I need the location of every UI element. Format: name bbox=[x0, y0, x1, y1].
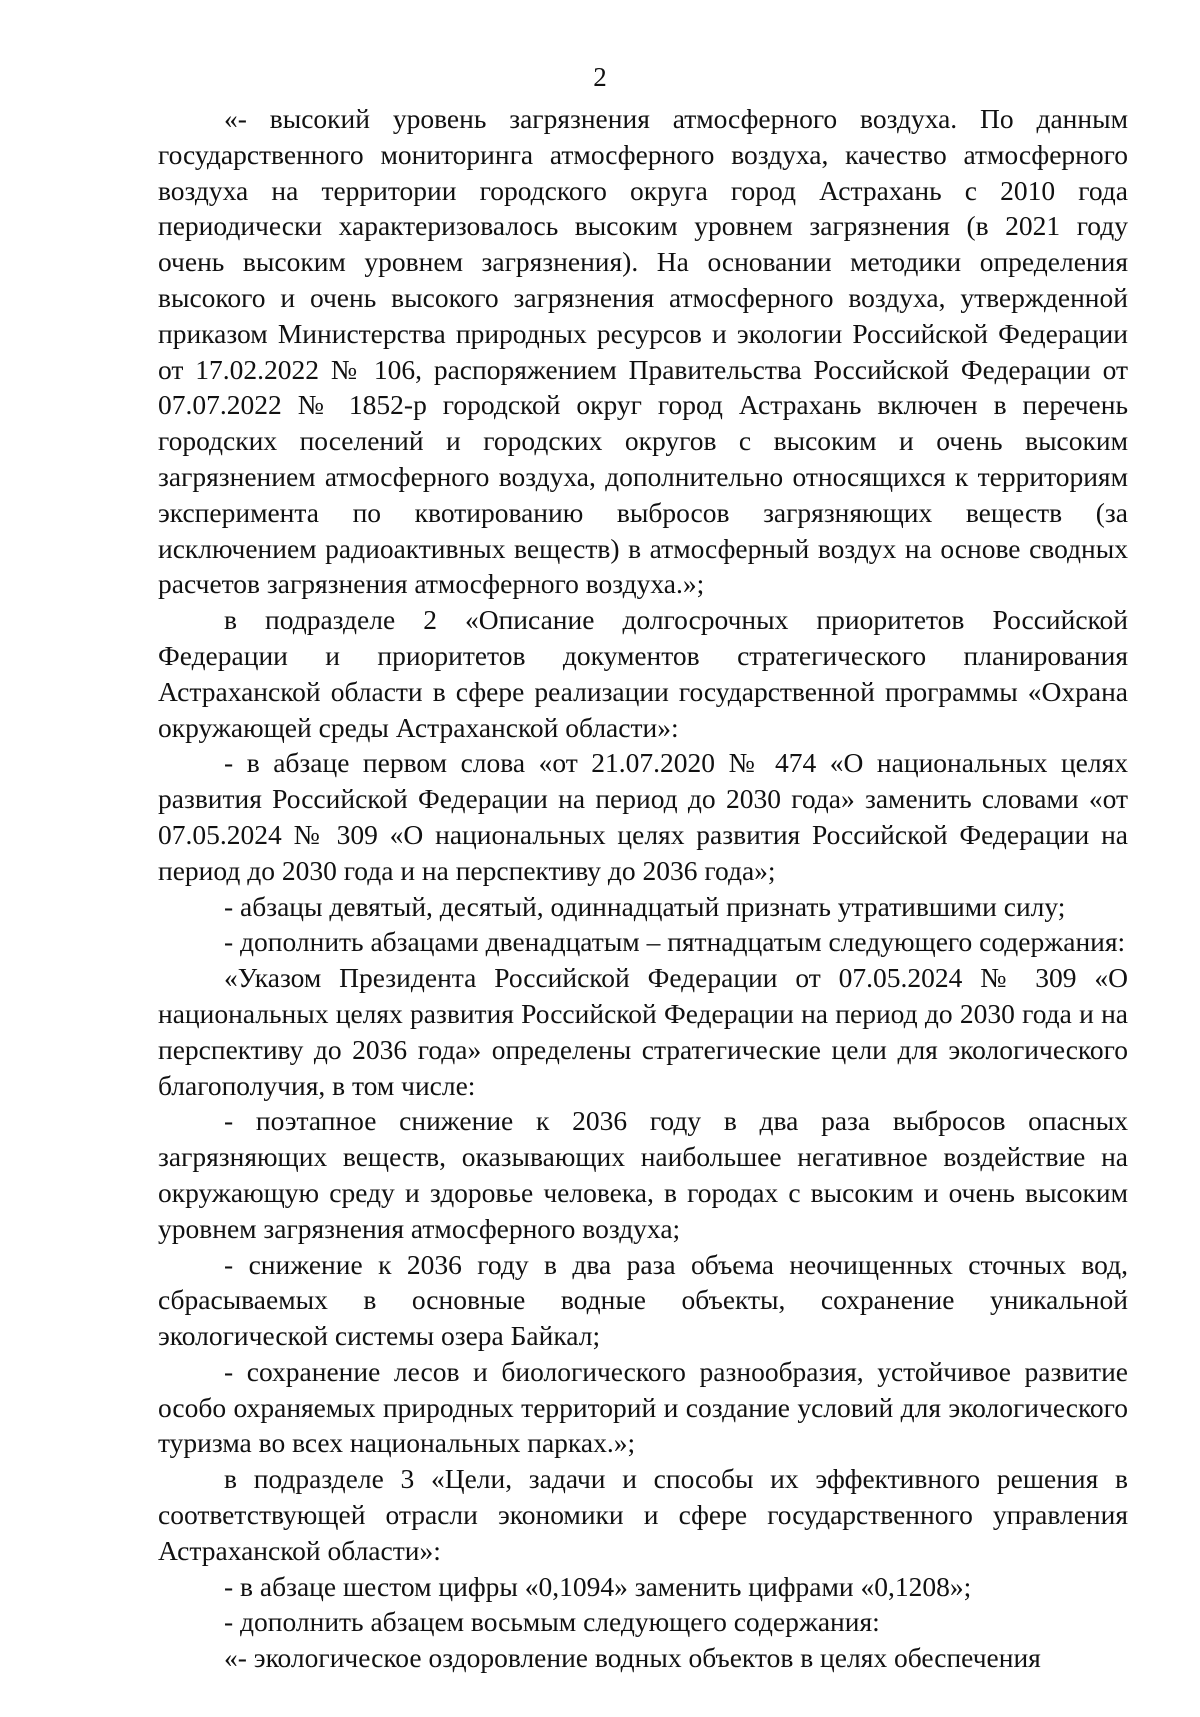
paragraph-item-supplement: - дополнить абзацами двенадцатым – пятнадцатым следующего содержания: bbox=[224, 926, 1126, 958]
document-body bbox=[158, 101, 1128, 1676]
paragraph-quote-water-bodies: «- экологическое оздоровление водных объектов в целях обеспечения bbox=[224, 1642, 1041, 1674]
page-number: 2 bbox=[593, 62, 607, 92]
paragraph-item-first-abzac: - в абзаце первом слова «от 21.07.2020 № 474 «О национальных целях развития Российской Федерации на период до 2030 года» заменить словами «от 07.05.2024 № 309 «О национальных целях развития Российской Федерации на период до 2030 года и на перспективу до 2036 года»; bbox=[158, 747, 1128, 886]
paragraph-goal-wastewater: - снижение к 2036 году в два раза объема неочищенных сточных вод, сбрасываемых в основные водные объекты, сохранение уникальной экологической системы озера Байкал; bbox=[158, 1248, 1128, 1352]
paragraph-subsection-3: в подразделе 3 «Цели, задачи и способы их эффективного решения в соответствующей отрасли экономики и сфере государственного управления Астраханской области»: bbox=[158, 1463, 1128, 1566]
paragraph-quote-air-pollution: «- высокий уровень загрязнения атмосферного воздуха. По данным государственного мониторинга атмосферного воздуха, качество атмосферного воздуха на территории городского округа город Астрахань с 2010 года периодически характеризовалось высоким уровнем загрязнения (в 2021 году очень высоким уровнем загрязнения). На основании методики определения высокого и очень высокого загрязнения атмосферного воздуха, утвержденной приказом Министерства природных ресурсов и экологии Российской Федерации от 17.02.2022 № 106, распоряжением Правительства Российской Федерации от 07.07.2022 № 1852-р городской округ город Астрахань включен в перечень городских поселений и городских округов с высоким и очень высоким загрязнением атмосферного воздуха, дополнительно относящихся к территориям эксперимента по квотированию выбросов загрязняющих веществ (за исключением радиоактивных веществ) в атмосферный воздух на основе сводных расчетов загрязнения атмосферного воздуха.»; bbox=[158, 103, 1128, 600]
paragraph-item-repeal: - абзацы девятый, десятый, одиннадцатый признать утратившими силу; bbox=[224, 890, 1066, 922]
paragraph-item-eighth-abzac: - дополнить абзацем восьмым следующего содержания: bbox=[224, 1606, 880, 1638]
paragraph-decree-quote: «Указом Президента Российской Федерации от 07.05.2024 № 309 «О национальных целях развития Российской Федерации на период до 2030 года и на перспективу до 2036 года» определены стратегические цели для экологического благополучия, в том числе: bbox=[158, 962, 1128, 1101]
paragraph-item-sixth-abzac: - в абзаце шестом цифры «0,1094» заменить цифрами «0,1208»; bbox=[224, 1570, 972, 1602]
paragraph-goal-forests: - сохранение лесов и биологического разнообразия, устойчивое развитие особо охраняемых природных территорий и создание условий для экологического туризма во всех национальных парках.»; bbox=[158, 1355, 1128, 1459]
paragraph-goal-emissions: - поэтапное снижение к 2036 году в два раза выбросов опасных загрязняющих веществ, оказывающих наибольшее негативное воздействие на окружающую среду и здоровье человека, в городах с высоким и очень высоким уровнем загрязнения атмосферного воздуха; bbox=[158, 1105, 1128, 1244]
paragraph-subsection-2: в подразделе 2 «Описание долгосрочных приоритетов Российской Федерации и приоритетов документов стратегического планирования Астраханской области в сфере реализации государственной программы «Охрана окружающей среды Астраханской области»: bbox=[158, 604, 1128, 743]
